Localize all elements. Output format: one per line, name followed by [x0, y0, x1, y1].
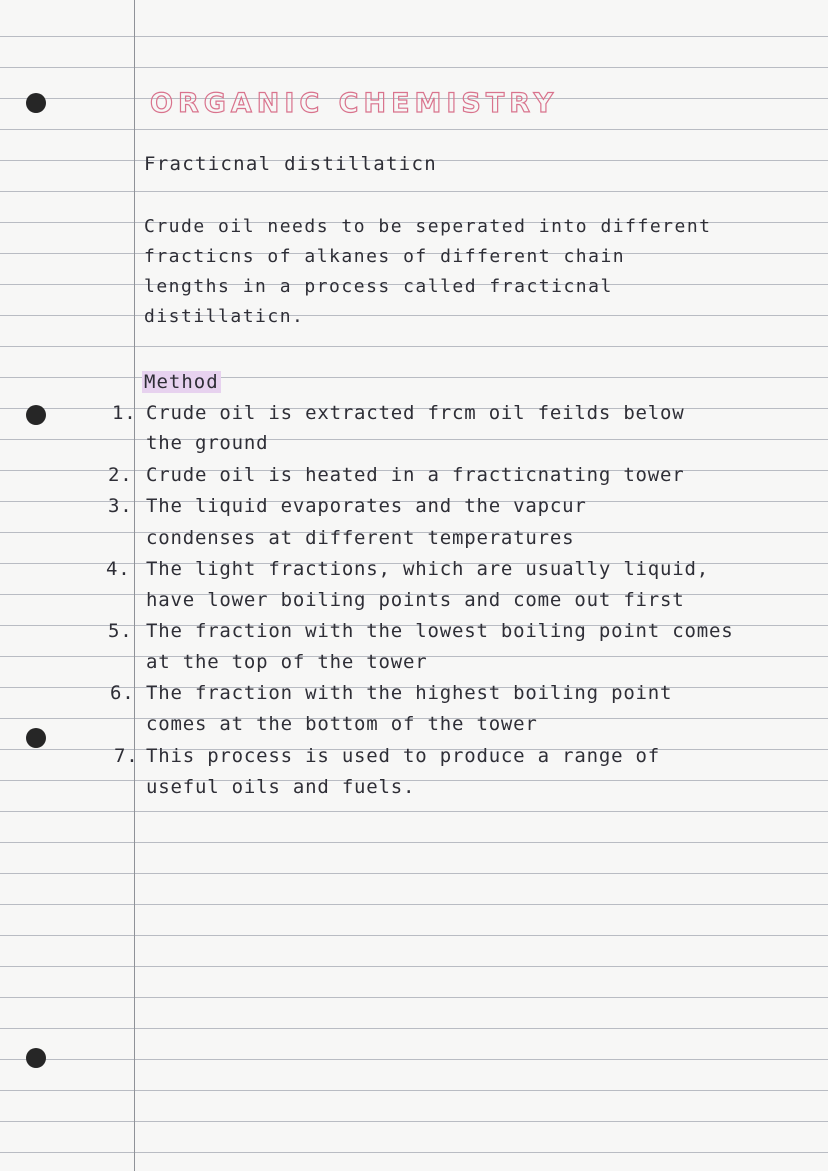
step-line: The light fractions, which are usually liquid, — [146, 558, 709, 580]
step-number: 7. — [114, 745, 139, 767]
step-number: 3. — [108, 495, 133, 517]
step-line: Crude oil is extracted frcm oil feilds below — [146, 402, 685, 424]
method-label: Method — [144, 371, 219, 393]
intro-line: lengths in a process called fracticnal — [144, 276, 613, 297]
step-line: the ground — [146, 432, 269, 454]
step-line: The fraction with the highest boiling point — [146, 682, 673, 704]
step-line: The fraction with the lowest boiling point comes — [146, 620, 734, 642]
intro-line: fracticns of alkanes of different chain — [144, 246, 626, 267]
step-line: The liquid evaporates and the vapcur — [146, 495, 587, 517]
step-line: condenses at different temperatures — [146, 527, 575, 549]
step-line: at the top of the tower — [146, 651, 428, 673]
step-number: 6. — [110, 682, 135, 704]
step-line: This process is used to produce a range of — [146, 745, 661, 767]
step-line: comes at the bottom of the tower — [146, 713, 538, 735]
step-line: have lower boiling points and come out first — [146, 589, 685, 611]
intro-line: Crude oil needs to be seperated into different — [144, 216, 712, 237]
page-title: ORGANIC CHEMISTRY — [150, 88, 559, 119]
step-line: Crude oil is heated in a fracticnating tower — [146, 464, 685, 486]
step-number: 4. — [106, 558, 131, 580]
step-number: 5. — [108, 620, 133, 642]
step-number: 1. — [112, 402, 137, 424]
intro-line: distillaticn. — [144, 306, 305, 327]
step-line: useful oils and fuels. — [146, 776, 416, 798]
step-number: 2. — [108, 464, 133, 486]
section-heading: Fracticnal distillaticn — [144, 153, 437, 175]
